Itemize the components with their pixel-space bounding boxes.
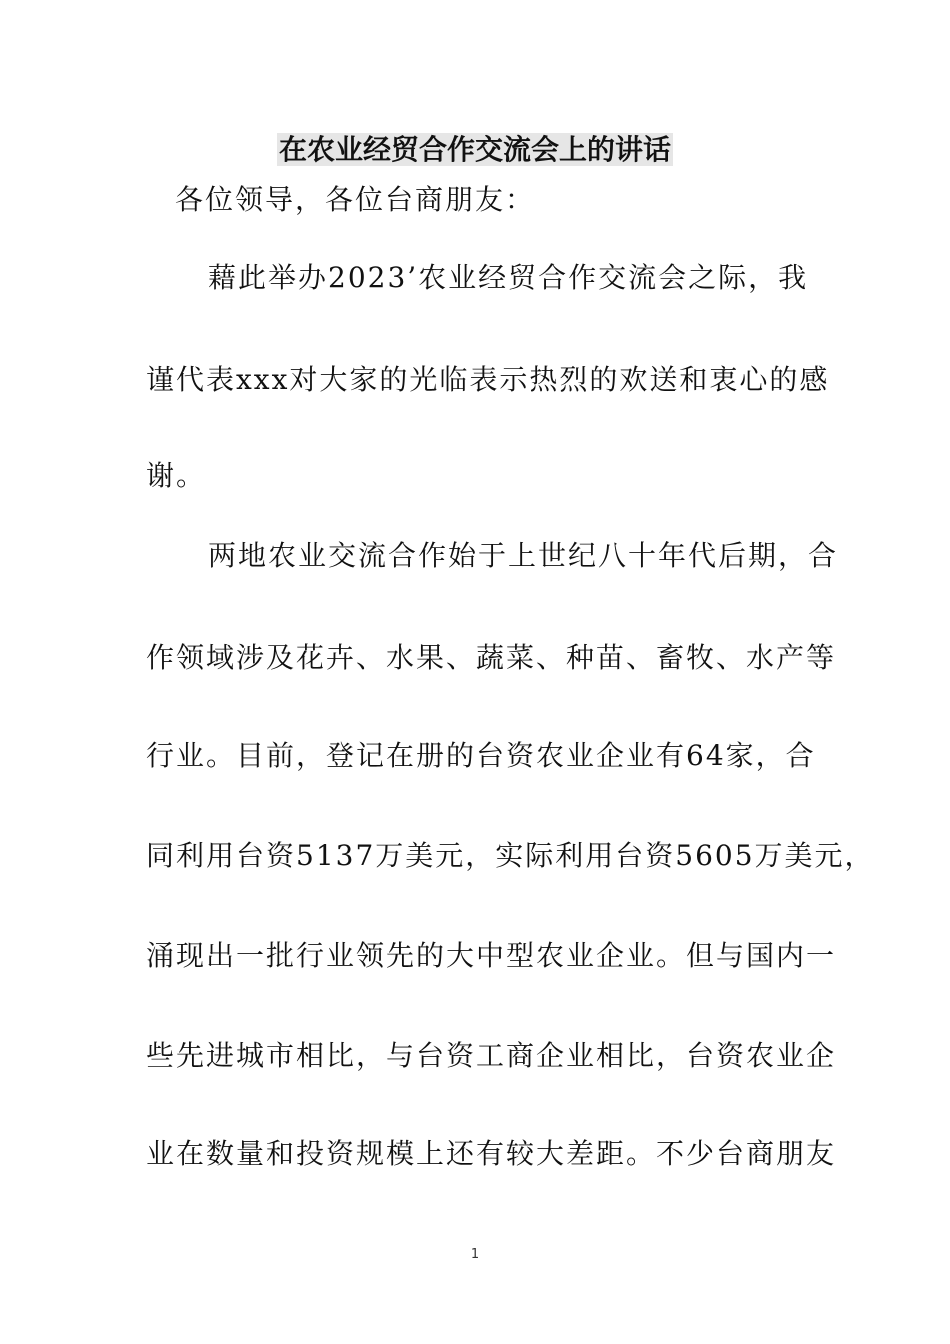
body-line-3: 谢。 bbox=[146, 459, 207, 492]
body-line-9: 些先进城市相比，与台资工商企业相比，台资农业企 bbox=[146, 1039, 837, 1072]
body-line-1: 藉此举办2023’农业经贸合作交流会之际，我 bbox=[208, 261, 809, 294]
body-line-4: 两地农业交流合作始于上世纪八十年代后期，合 bbox=[208, 539, 839, 572]
page-number: 1 bbox=[470, 1247, 480, 1262]
body-line-5: 作领域涉及花卉、水果、蔬菜、种苗、畜牧、水产等 bbox=[146, 641, 837, 674]
body-line-7: 同利用台资5137万美元，实际利用台资5605万美元， bbox=[146, 839, 875, 872]
salutation: 各位领导，各位台商朋友： bbox=[175, 183, 536, 216]
body-line-10: 业在数量和投资规模上还有较大差距。不少台商朋友 bbox=[146, 1137, 837, 1170]
document-title: 在农业经贸合作交流会上的讲话 bbox=[278, 133, 671, 166]
body-line-6: 行业。目前，登记在册的台资农业企业有64家，合 bbox=[146, 739, 816, 772]
body-line-2: 谨代表xxx对大家的光临表示热烈的欢送和衷心的感 bbox=[146, 363, 830, 396]
body-line-8: 涌现出一批行业领先的大中型农业企业。但与国内一 bbox=[146, 939, 837, 972]
